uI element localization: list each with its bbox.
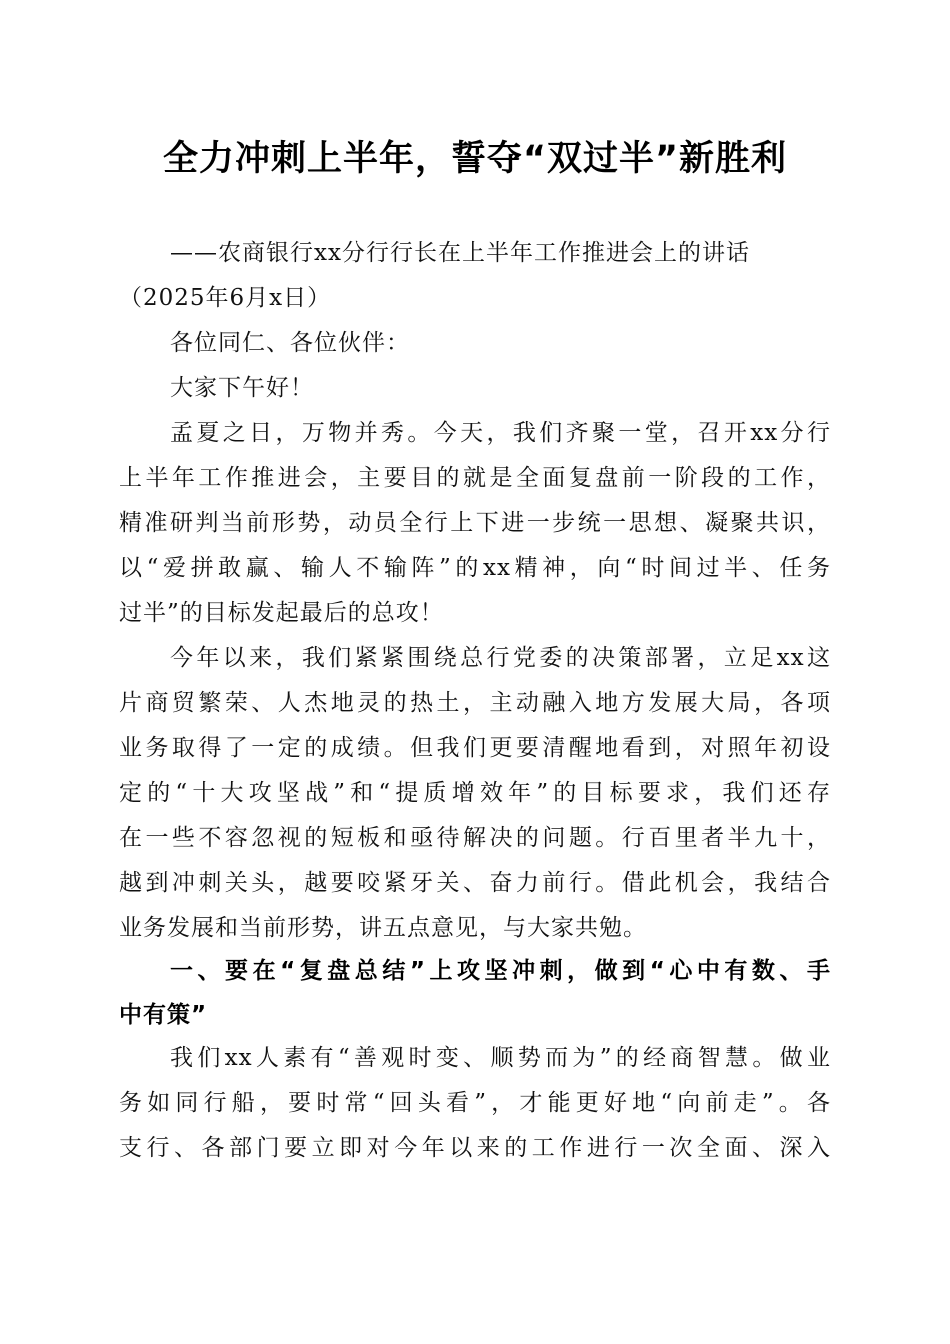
section-heading: 中有策” [119,1002,208,1028]
paragraph-line: 片商贸繁荣、人杰地灵的热土，主动融入地方发展大局，各项 [119,690,831,716]
paragraph-line: 业务发展和当前形势，讲五点意见，与大家共勉。 [119,915,647,941]
paragraph-line: 在一些不容忽视的短板和亟待解决的问题。行百里者半九十， [119,825,831,851]
speech-subtitle: ——农商银行xx分行行长在上半年工作推进会上的讲话 [170,240,750,266]
paragraph-line: 业务取得了一定的成绩。但我们更要清醒地看到，对照年初设 [119,735,831,761]
document-title: 全力冲刺上半年，誓夺“双过半”新胜利 [162,139,787,179]
speech-date: （2025年6月x日） [119,285,332,311]
section-heading: 一、要在“复盘总结”上攻坚冲刺，做到“心中有数、手 [170,958,831,984]
paragraph-line: 孟夏之日，万物并秀。今天，我们齐聚一堂，召开xx分行 [170,420,831,446]
greeting: 大家下午好！ [170,375,314,401]
paragraph-line: 以“爱拼敢赢、输人不输阵”的xx精神，向“时间过半、任务 [119,555,831,581]
paragraph-line: 定的“十大攻坚战”和“提质增效年”的目标要求，我们还存 [119,780,831,806]
paragraph-line: 支行、各部门要立即对今年以来的工作进行一次全面、深入 [119,1135,831,1161]
paragraph-line: 过半”的目标发起最后的总攻！ [119,600,444,626]
paragraph-line: 今年以来，我们紧紧围绕总行党委的决策部署，立足xx这 [170,645,831,671]
paragraph-line: 精准研判当前形势，动员全行上下进一步统一思想、凝聚共识， [119,510,831,536]
salutation: 各位同仁、各位伙伴： [170,330,410,356]
paragraph-line: 越到冲刺关头，越要咬紧牙关、奋力前行。借此机会，我结合 [119,870,831,896]
paragraph-line: 务如同行船，要时常“回头看”，才能更好地“向前走”。各 [119,1090,831,1116]
paragraph-line: 上半年工作推进会，主要目的就是全面复盘前一阶段的工作， [119,465,831,491]
paragraph-line: 我们xx人素有“善观时变、顺势而为”的经商智慧。做业 [170,1045,831,1071]
